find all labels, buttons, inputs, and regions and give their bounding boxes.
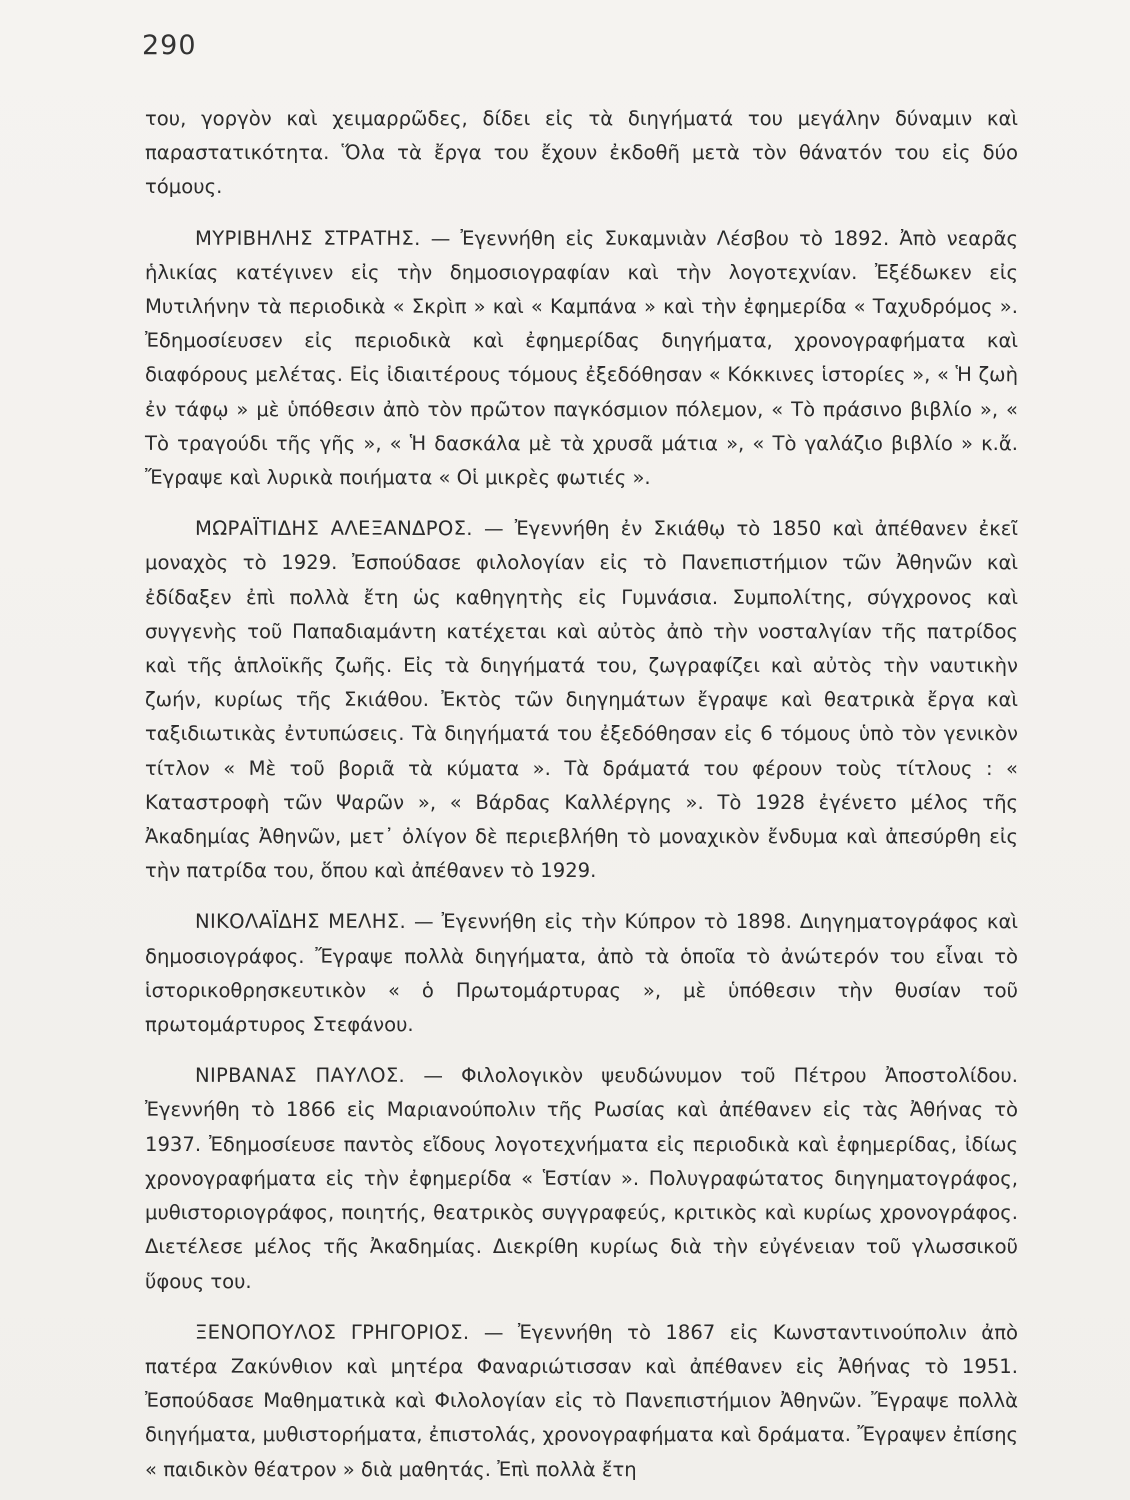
entry-myrivilis (145, 222, 1018, 496)
page-number: 290 (142, 30, 197, 61)
entry-name: ΝΙΚΟΛΑΪΔΗΣ ΜΕΛΗΣ. (195, 910, 406, 934)
entry-text: — Ἐγεννήθη τὸ 1867 εἰς Κωνσταντινούπολιν ἀπὸ πατέρα Ζακύνθιον καὶ μητέρα Φαναριώτισσαν καὶ ἀπέθανεν εἰς Ἀθήνας τὸ 1951. Ἐσπούδασε Μαθηματικὰ καὶ Φιλολογίαν εἰς τὸ Πανεπιστήμιον Ἀθηνῶν. Ἔγραψε πολλὰ διηγήματα, μυθιστορήματα, ἐπιστολάς, χρονογραφήματα καὶ δράματα. Ἔγραψεν ἐπίσης « παιδικὸν θέατρον » διὰ μαθητάς. Ἐπὶ πολλὰ ἔτη (145, 1320, 1018, 1481)
entry-xenopoulos (145, 1316, 1018, 1487)
entry-name: ΜΥΡΙΒΗΛΗΣ ΣΤΡΑΤΗΣ. (195, 226, 421, 250)
entry-text: — Ἐγεννήθη ἐν Σκιάθῳ τὸ 1850 καὶ ἀπέθανεν ἐκεῖ μοναχὸς τὸ 1929. Ἐσπούδασε φιλολογίαν εἰς τὸ Πανεπιστήμιον τῶν Ἀθηνῶν καὶ ἐδίδαξεν ἐπὶ πολλὰ ἔτη ὡς καθηγητὴς εἰς Γυμνάσια. Συμπολίτης, σύγχρονος καὶ συγγενὴς τοῦ Παπαδιαμάντη κατέχεται καὶ αὐτὸς ἀπὸ τὴν νοσταλγίαν τῆς πατρίδος καὶ τῆς ἁπλοϊκῆς ζωῆς. Εἰς τὰ διηγήματά του, ζωγραφίζει καὶ αὐτὸς τὴν ναυτικὴν ζωήν, κυρίως τῆς Σκιάθου. Ἐκτὸς τῶν διηγημάτων ἔγραψε καὶ θεατρικὰ ἔργα καὶ ταξιδιωτικὰς ἐντυπώσεις. Τὰ διηγήματά του ἐξεδόθησαν εἰς 6 τόμους ὑπὸ τὸν γενικὸν τίτλον « Μὲ τοῦ βοριᾶ τὰ κύματα ». Τὰ δράματά του φέρουν τοὺς τίτλους : « Καταστροφὴ τῶν Ψαρῶν », « Βάρδας Καλλέργης ». Τὸ 1928 ἐγένετο μέλος τῆς Ἀκαδημίας Ἀθηνῶν, μετ᾽ ὀλίγον δὲ περιεβλήθη τὸ μοναχικὸν ἔνδυμα καὶ ἀπεσύρθη εἰς τὴν πατρίδα του, ὅπου καὶ ἀπέθανεν τὸ 1929. (145, 517, 1018, 883)
entry-text: — Ἐγεννήθη εἰς Συκαμνιὰν Λέσβου τὸ 1892. Ἀπὸ νεαρᾶς ἡλικίας κατέγινεν εἰς τὴν δημοσιογραφίαν καὶ τὴν λογοτεχνίαν. Ἐξέδωκεν εἰς Μυτιλήνην τὰ περιοδικὰ « Σκρὶπ » καὶ « Καμπάνα » καὶ τὴν ἐφημερίδα « Ταχυδρόμος ». Ἐδημοσίευσεν εἰς περιοδικὰ καὶ ἐφημερίδας διηγήματα, χρονογραφήματα καὶ διαφόρους μελέτας. Εἰς ἰδιαιτέρους τόμους ἐξεδόθησαν « Κόκκινες ἱστορίες », « Ἡ ζωὴ ἐν τάφῳ » μὲ ὑπόθεσιν ἀπὸ τὸν πρῶτον παγκόσμιον πόλεμον, « Τὸ πράσινο βιβλίο », « Τὸ τραγούδι τῆς γῆς », « Ἡ δασκάλα μὲ τὰ χρυσᾶ μάτια », « Τὸ γαλάζιο βιβλίο » κ.ἄ. Ἔγραψε καὶ λυρικὰ ποιήματα « Οἱ μικρὲς φωτιές ». (145, 226, 1019, 490)
entry-text: — Φιλολογικὸν ψευδώνυμον τοῦ Πέτρου Ἀποστολίδου. Ἐγεννήθη τὸ 1866 εἰς Μαριανούπολιν τῆς Ρωσίας καὶ ἀπέθανεν εἰς τὰς Ἀθήνας τὸ 1937. Ἐδημοσίευσε παντὸς εἴδους λογοτεχνήματα εἰς περιοδικὰ καὶ ἐφημερίδας, ἰδίως χρονογραφήματα εἰς τὴν ἐφημερίδα « Ἑστίαν ». Πολυγραφώτατος διηγηματογράφος, μυθιστοριογράφος, ποιητής, θεατρικὸς συγγραφεύς, κριτικὸς καὶ κυρίως χρονογράφος. Διετέλεσε μέλος τῆς Ἀκαδημίας. Διεκρίθη κυρίως διὰ τὴν εὐγένειαν τοῦ γλωσσικοῦ ὕφους του. (145, 1064, 1018, 1293)
intro-paragraph: του, γοργὸν καὶ χειμαρρῶδες, δίδει εἰς τὰ διηγήματά του μεγάλην δύναμιν καὶ παραστατικότητα. Ὅλα τὰ ἔργα του ἔχουν ἐκδοθῆ μετὰ τὸν θάνατόν του εἰς δύο τόμους. (145, 107, 1018, 199)
entry-name: ΜΩΡΑΪΤΙΔΗΣ ΑΛΕΞΑΝΔΡΟΣ. (195, 517, 473, 541)
entry-nirvanas (145, 1059, 1018, 1298)
entry-text: — Ἐγεννήθη εἰς τὴν Κύπρον τὸ 1898. Διηγηματογράφος καὶ δημοσιογράφος. Ἔγραψε πολλὰ διηγήματα, ἀπὸ τὰ ὁποῖα τὸ ἀνώτερόν του εἶναι τὸ ἱστορικοθρησκευτικὸν « ὁ Πρωτομάρτυρας », μὲ ὑπόθεσιν τὴν θυσίαν τοῦ πρωτομάρτυρος Στεφάνου. (145, 910, 1018, 1037)
entry-moraitidis (145, 512, 1018, 888)
entry-nikolaidis (145, 905, 1018, 1042)
entry-name: ΞΕΝΟΠΟΥΛΟΣ ΓΡΗΓΟΡΙΟΣ. (195, 1320, 470, 1344)
entry-name: ΝΙΡΒΑΝΑΣ ΠΑΥΛΟΣ. (195, 1064, 406, 1088)
body-text (145, 102, 1018, 1487)
